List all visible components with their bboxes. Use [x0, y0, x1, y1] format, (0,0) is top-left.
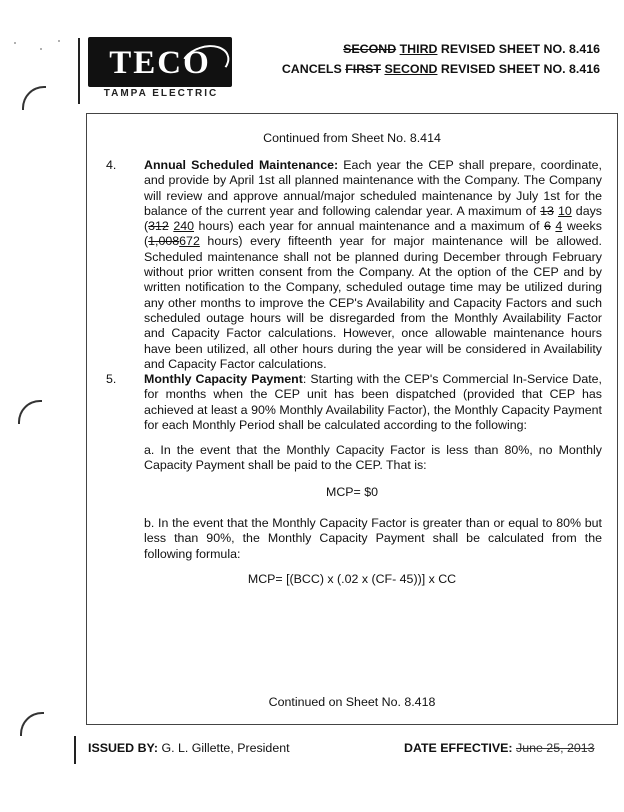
item-5-sub-b: b. In the event that the Monthly Capacity Factor is greater than or equal to 80% but less than 90%, the Monthly Capacity Payment shall be calculated from the following formula:	[144, 516, 602, 561]
item-4-number: 4.	[106, 158, 117, 172]
margin-bar-bottom	[74, 736, 76, 764]
item-4-text: weeks (	[144, 219, 602, 249]
tariff-body-frame	[86, 113, 618, 725]
hours-old: 312	[148, 219, 169, 234]
logo-wordmark: TECO	[109, 45, 211, 81]
new-cancel-revision: SECOND	[384, 62, 438, 76]
new-revision: THIRD	[399, 42, 438, 56]
item-5-paragraph	[144, 372, 602, 433]
hours2-new: 672	[179, 234, 200, 249]
item-4-text: Each year the CEP shall prepare, coordinate, and provide by April 1st all planned maintenance with the Company. The Company will review and approve annual/major scheduled maintenance by July 1st for the balance of the current year and following calendar year. A maximum of	[144, 158, 602, 218]
weeks-new: 4	[555, 219, 563, 234]
item-5-text: : Starting with the CEP's Commercial In-Service Date, for months when the CEP unit has been dispatched (provided that CEP has achieved at least a 90% Monthly Availability Factor), the Monthly Capacity Payment for each Monthly Period shall be calculated according to the following:	[144, 372, 602, 432]
date-effective-value: June 25, 2013	[516, 741, 595, 755]
item-5-title: Monthly Capacity Payment	[144, 372, 303, 386]
hours2-old: 1,008	[148, 234, 180, 249]
weeks-old: 6	[543, 219, 551, 234]
date-effective-label: DATE EFFECTIVE:	[404, 741, 513, 755]
item-4-paragraph: Annual Scheduled Maintenance: Each year the CEP shall prepare, coordinate, and provide by April 1st all planned maintenance with the Company. The Company will review and approve annual/major scheduled maintenance by July 1st for the balance of the current year and following calendar year. A maximum of 13 10 days (312 240 hours) each year for annual maintenance and a maximum of 6 4 weeks (1,008672 hours) every fifteenth year for major maintenance will be allowed. Scheduled maintenance shall not be planned during December through February without prior written consent from the Company. At the option of the CEP and by written notification to the Company, scheduled outage time may be utilized during any other months to improve the CEP's Availability and Capacity Factors and such scheduled outage hours will be disregarded from the Monthly Availability Factor and Capacity Factor calculations. However, once allowable maintenance hours have been utilized, all other hours during the year will be considered in Availability and Capacity Factor calculations.	[144, 158, 602, 371]
scan-speck	[14, 42, 16, 44]
item-4-title: Annual Scheduled Maintenance:	[144, 158, 339, 172]
continued-from: Continued from Sheet No. 8.414	[263, 131, 441, 145]
continued-on: Continued on Sheet No. 8.418	[268, 695, 436, 709]
punch-hole-mark	[22, 86, 46, 110]
item-4-text: hours) every fifteenth year for major maintenance will be allowed. Scheduled maintenance shall not be planned during December through February without prior written consent from the Company. At the option of the CEP and by written notification to the Company, scheduled outage time may be utilized during any other months to improve the CEP's Availability and Capacity Factors and such scheduled outage hours will be disregarded from the Monthly Availability Factor and Capacity Factor calculations. However, once allowable maintenance hours have been utilized, all other hours during the year will be considered in Availability and Capacity Factor calculations.	[144, 234, 602, 371]
item-5-sub-a: a. In the event that the Monthly Capacity Factor is less than 80%, no Monthly Capacity Payment shall be paid to the CEP. That is:	[144, 443, 602, 473]
issued-by-label: ISSUED BY:	[88, 741, 158, 755]
revision-sheet: REVISED SHEET NO. 8.416	[440, 42, 600, 56]
cancel-sheet: REVISED SHEET NO. 8.416	[440, 62, 600, 76]
formula-a: MCP= $0	[326, 485, 378, 499]
punch-hole-mark	[20, 712, 44, 736]
revision-line	[343, 42, 600, 56]
date-effective	[404, 741, 595, 755]
punch-hole-mark	[18, 400, 42, 424]
margin-bar-top	[78, 38, 80, 104]
issued-by-value: G. L. Gillette, President	[161, 741, 290, 755]
cancels-label: CANCELS	[281, 62, 342, 76]
hours-new: 240	[173, 219, 195, 234]
old-cancel-revision: FIRST	[345, 62, 381, 76]
logo-subtitle: TAMPA ELECTRIC	[103, 88, 219, 99]
days-new: 10	[557, 203, 572, 218]
item-5-number: 5.	[106, 372, 117, 386]
days-old: 13	[540, 203, 554, 218]
scan-speck	[40, 48, 42, 50]
issued-by	[88, 741, 290, 755]
old-revision: SECOND	[343, 42, 397, 56]
scan-speck	[58, 40, 60, 42]
formula-b: MCP= [(BCC) x (.02 x (CF- 45))] x CC	[247, 572, 457, 586]
item-4-text: hours) each year for annual maintenance and a maximum of	[198, 219, 540, 234]
teco-logo	[88, 37, 232, 87]
cancels-line	[282, 62, 600, 76]
item-4-text: days	[575, 203, 602, 218]
